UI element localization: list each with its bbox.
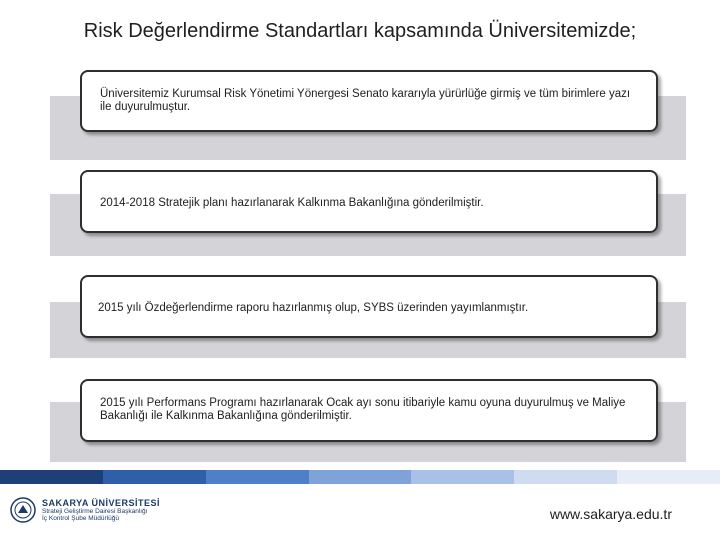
- slide-title: Risk Değerlendirme Standartları kapsamında Üniversitemizde;: [83, 20, 637, 42]
- stripe-segment: [103, 470, 206, 484]
- item-text: 2015 yılı Performans Programı hazırlanarak Ocak ayı sonu itibariyle kamu oyuna duyurulmuş ve Maliye Bakanlığı ile Kalkınma Bakanlığına gönderilmiştir.: [100, 397, 626, 422]
- item-text: 2015 yılı Özdeğerlendirme raporu hazırlanmış olup, SYBS üzerinden yayımlanmıştır.: [98, 302, 529, 314]
- item-card-3: [80, 275, 658, 338]
- logo-subtitle: Strateji Geliştirme Dairesi Başkanlığı: [42, 508, 148, 515]
- website-url: www.sakarya.edu.tr: [549, 506, 672, 522]
- stripe-segment: [617, 470, 720, 484]
- item-card-2: [80, 170, 658, 233]
- stripe-segment: [514, 470, 617, 484]
- item-text: 2014-2018 Stratejik planı hazırlanarak Kalkınma Bakanlığına gönderilmiştir.: [100, 197, 484, 209]
- item-card-1: [80, 70, 658, 132]
- stripe-segment: [0, 470, 103, 484]
- footer-logo: [10, 497, 160, 523]
- logo-subtitle: İç Kontrol Şube Müdürlüğü: [42, 515, 119, 522]
- stripe-segment: [309, 470, 412, 484]
- stripe-segment: [206, 470, 309, 484]
- stripe-segment: [411, 470, 514, 484]
- item-card-4: [80, 379, 658, 442]
- university-emblem-icon: [10, 497, 36, 523]
- logo-name: SAKARYA ÜNİVERSİTESİ: [42, 498, 161, 508]
- item-text: Üniversitemiz Kurumsal Risk Yönetimi Yönergesi Senato kararıyla yürürlüğe girmiş ve tüm birimlere yazı ile duyurulmuştur.: [100, 88, 631, 113]
